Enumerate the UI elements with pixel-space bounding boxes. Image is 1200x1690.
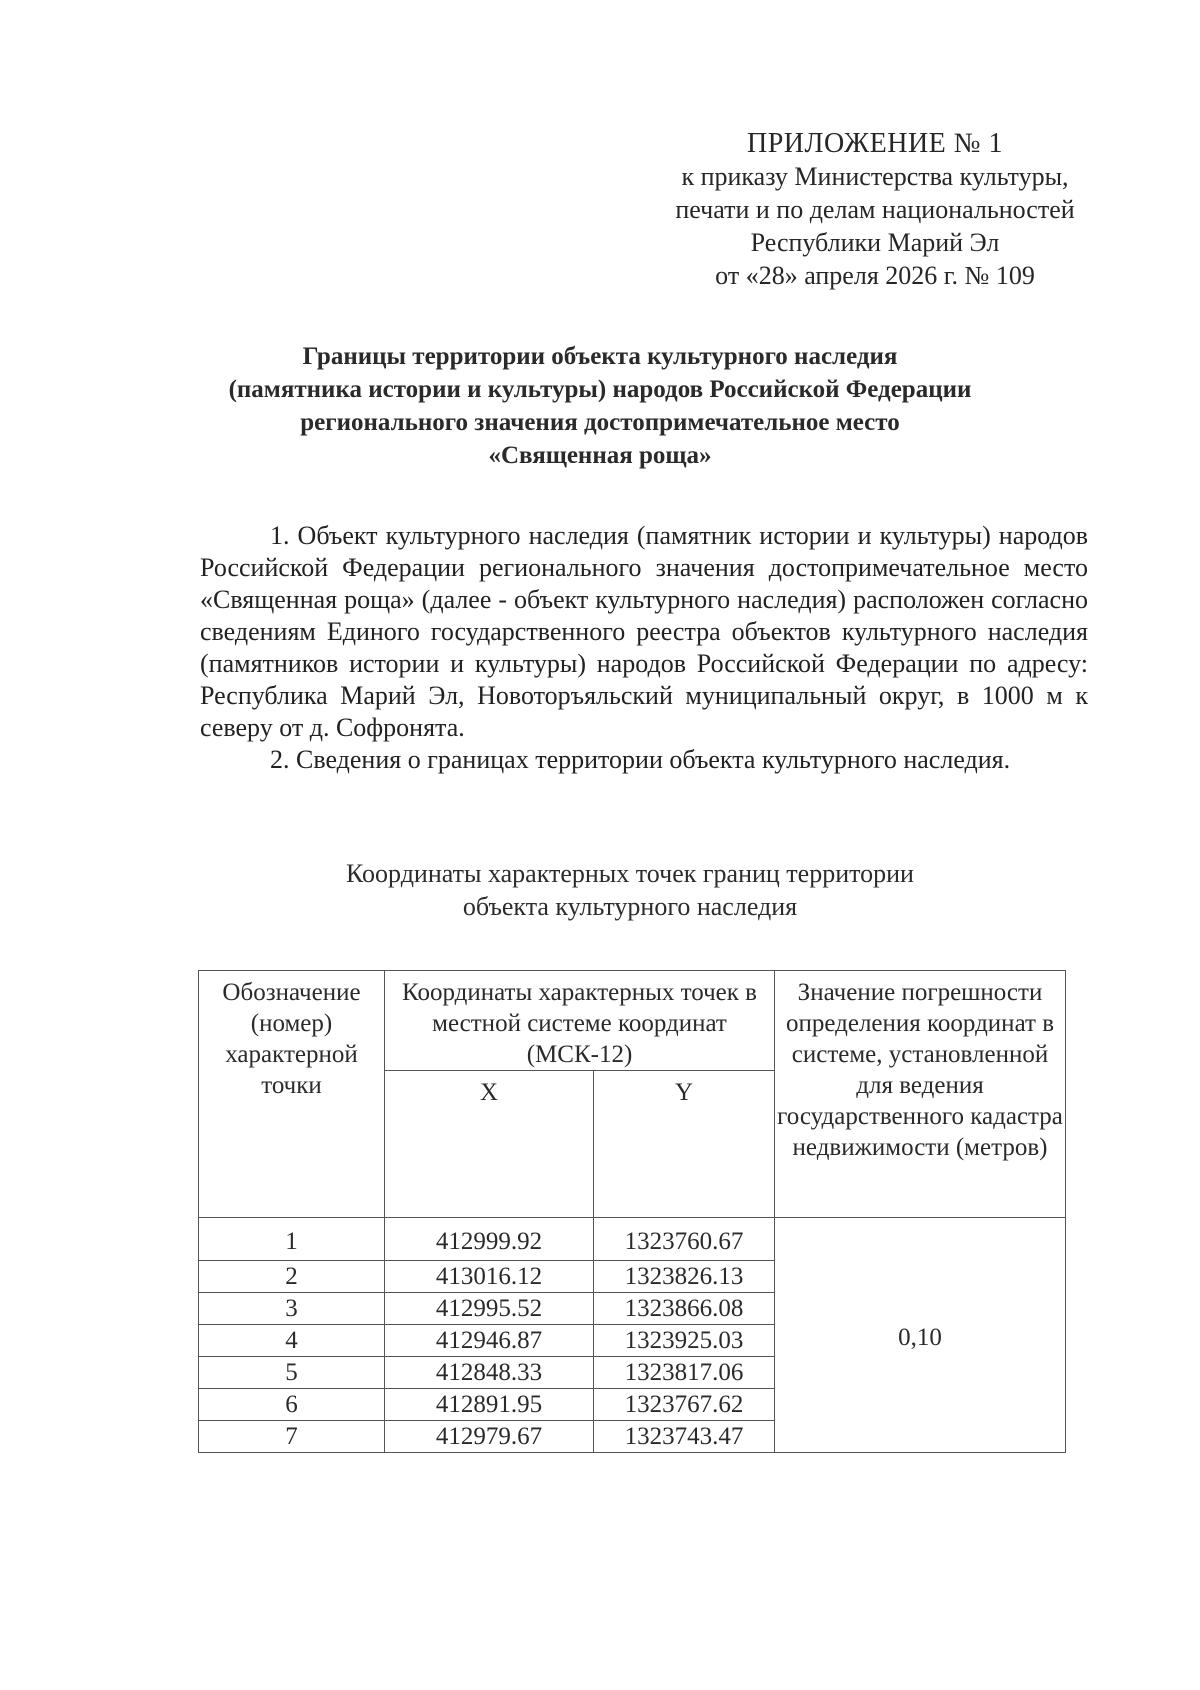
- paragraph-object-location: 1. Объект культурного наследия (памятник истории и культуры) народов Российской Федерации регионального значения достопримечательное место «Священная роща» (далее - объект культурного наследия) расположен согласно сведениям Единого государственного реестра объектов культурного наследия (памятников истории и культуры) народов Российской Федерации по адресу: Республика Марий Эл, Новоторъяльский муниципальный округ, в 1000 м к северу от д. Софронята.: [200, 521, 1088, 742]
- appendix-title: ПРИЛОЖЕНИЕ № 1: [747, 128, 1003, 159]
- coord-y: 1323817.06: [594, 1357, 775, 1389]
- document-title: [160, 340, 1040, 472]
- coord-x: 412848.33: [385, 1357, 594, 1389]
- appendix-ministry-line: печати и по делам национальностей: [675, 195, 1075, 224]
- header-coordinates: Координаты характерных точек в местной системе координат (МСК-12): [385, 971, 775, 1071]
- point-number: 2: [199, 1261, 385, 1293]
- header-x: X: [385, 1071, 594, 1218]
- coord-x: 412891.95: [385, 1389, 594, 1421]
- document-body: [200, 520, 1088, 776]
- point-number: 6: [199, 1389, 385, 1421]
- title-line: «Священная роща»: [488, 442, 712, 469]
- point-number: 3: [199, 1293, 385, 1325]
- header-point-number: Обозначение (номер) характерной точки: [199, 971, 385, 1218]
- coord-x: 413016.12: [385, 1261, 594, 1293]
- point-number: 4: [199, 1325, 385, 1357]
- coord-y: 1323826.13: [594, 1261, 775, 1293]
- header-error-value: Значение погрешности определения координат в системе, установленной для ведения государственного кадастра недвижимости (метров): [775, 971, 1066, 1218]
- header-y: Y: [594, 1071, 775, 1218]
- title-line: Границы территории объекта культурного наследия: [302, 343, 898, 370]
- title-line: регионального значения достопримечательное место: [300, 409, 900, 436]
- appendix-republic-line: Республики Марий Эл: [750, 228, 1000, 257]
- coord-y: 1323767.62: [594, 1389, 775, 1421]
- point-number: 5: [199, 1357, 385, 1389]
- title-line: (памятника истории и культуры) народов Российской Федерации: [228, 376, 972, 403]
- point-number: 1: [199, 1218, 385, 1261]
- coord-y: 1323925.03: [594, 1325, 775, 1357]
- appendix-order-line: к приказу Министерства культуры,: [681, 162, 1069, 191]
- coord-y: 1323760.67: [594, 1218, 775, 1261]
- table-heading: [220, 857, 1040, 923]
- coordinates-table: [198, 970, 1066, 1453]
- table-heading-line: объекта культурного наследия: [462, 892, 798, 921]
- appendix-header: [655, 127, 1095, 292]
- paragraph-boundary-info: 2. Сведения о границах территории объекта культурного наследия.: [270, 745, 1011, 774]
- coord-x: 412999.92: [385, 1218, 594, 1261]
- table-row: [199, 1218, 1066, 1261]
- coord-y: 1323743.47: [594, 1421, 775, 1453]
- coord-y: 1323866.08: [594, 1293, 775, 1325]
- point-number: 7: [199, 1421, 385, 1453]
- appendix-date-line: от «28» апреля 2026 г. № 109: [715, 261, 1035, 290]
- table-heading-line: Координаты характерных точек границ территории: [346, 859, 914, 888]
- coord-x: 412995.52: [385, 1293, 594, 1325]
- coord-x: 412946.87: [385, 1325, 594, 1357]
- coord-x: 412979.67: [385, 1421, 594, 1453]
- error-value: 0,10: [775, 1218, 1066, 1453]
